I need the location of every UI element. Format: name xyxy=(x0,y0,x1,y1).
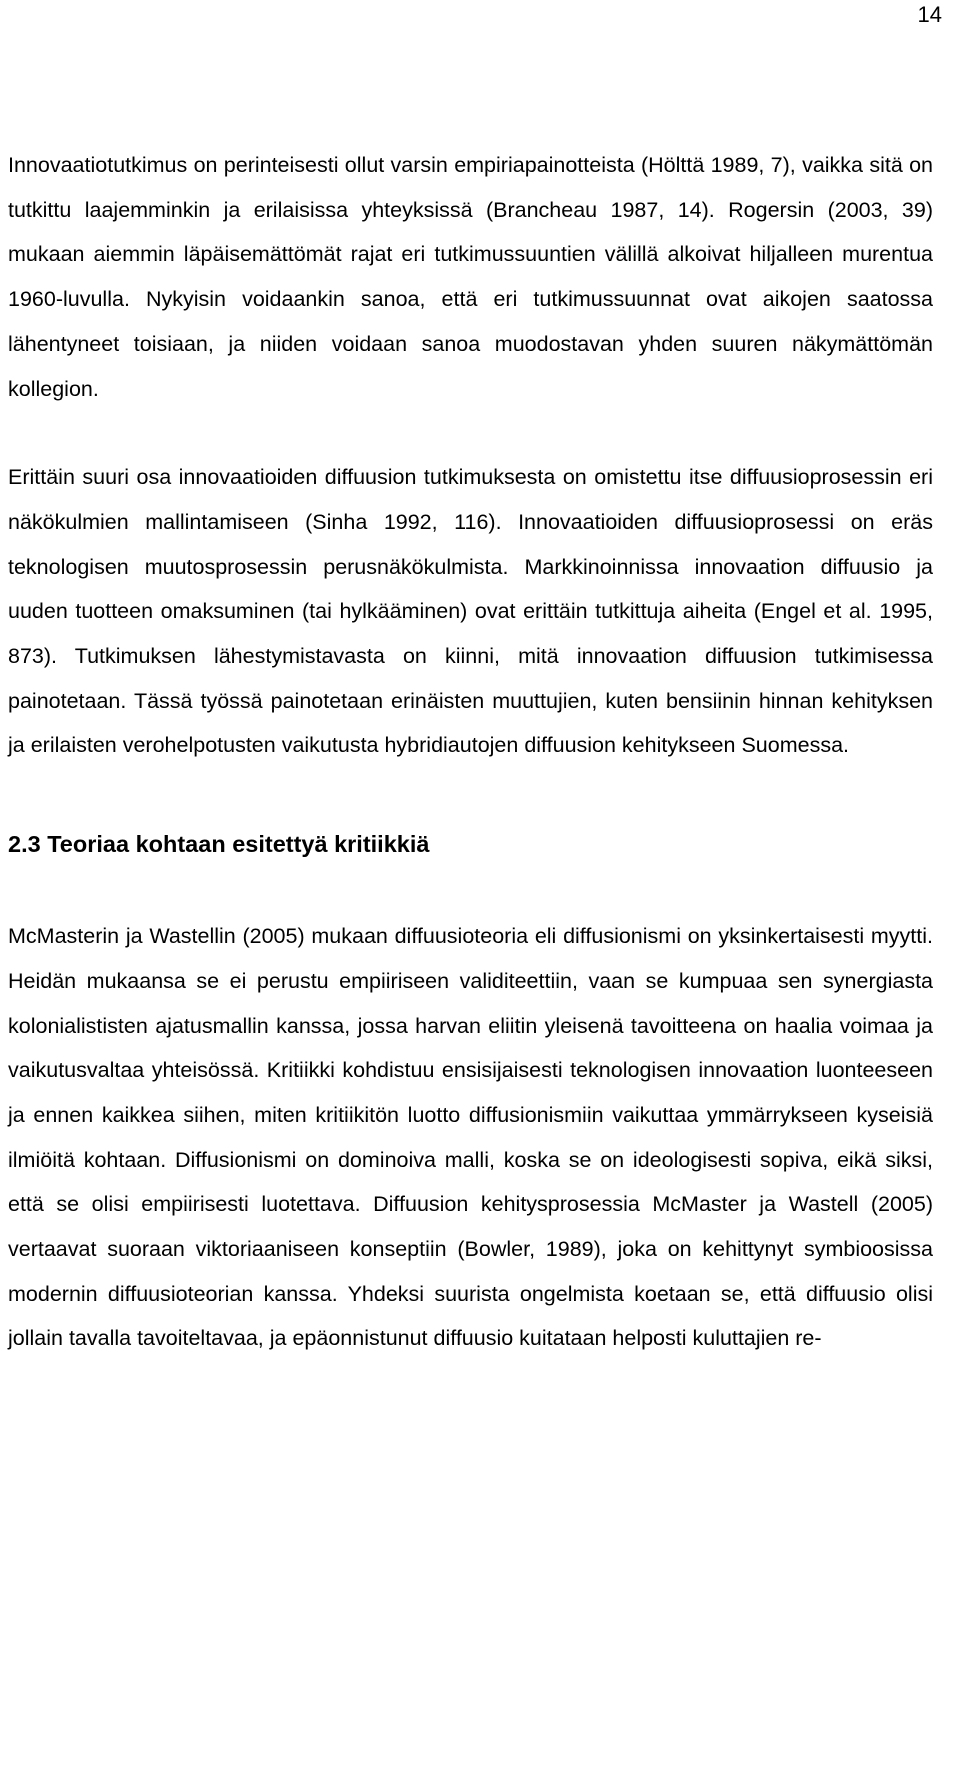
paragraph-1: Innovaatiotutkimus on perinteisesti ollut varsin empiriapainotteista (Hölttä 1989, 7), vaikka sitä on tutkittu laajemminkin ja erilaisissa yhteyksissä (Brancheau 1987, 14). Rogersin (2003, 39) mukaan aiemmin läpäisemättömät rajat eri tutkimussuuntien välillä alkoivat hiljalleen murentua 1960-luvulla. Nykyisin voidaankin sanoa, että eri tutkimussuunnat ovat aikojen saatossa lähentyneet toisiaan, ja niiden voidaan sanoa muodostavan yhden suuren näkymättömän kollegion. xyxy=(8,153,933,401)
paragraph-2: Erittäin suuri osa innovaatioiden diffuusion tutkimuksesta on omistettu itse diffuusioprosessin eri näkökulmien mallintamiseen (Sinha 1992, 116). Innovaatioiden diffuusioprosessi on eräs teknologisen muutosprosessin perusnäkökulmista. Markkinoinnissa innovaation diffuusio ja uuden tuotteen omaksuminen (tai hylkääminen) ovat erittäin tutkittuja aiheita (Engel et al. 1995, 873). Tutkimuksen lähestymistavasta on kiinni, mitä innovaation diffuusion tutkimisessa painotetaan. Tässä työssä painotetaan erinäisten muuttujien, kuten bensiinin hinnan kehityksen ja erilaisten verohelpotusten vaikutusta hybridiautojen diffuusion kehitykseen Suomessa. xyxy=(8,465,933,758)
document-body xyxy=(8,143,933,1361)
section-paragraph: McMasterin ja Wastellin (2005) mukaan diffuusioteoria eli diffusionismi on yksinkertaisesti myytti. Heidän mukaansa se ei perustu empiiriseen validiteettiin, vaan se kumpuaa sen synergiasta kolonialististen ajatusmallin kanssa, jossa harvan eliitin yleisenä tavoitteena on haalia voimaa ja vaikutusvaltaa yhteisössä. Kritiikki kohdistuu ensisijaisesti teknologisen innovaation luonteeseen ja ennen kaikkea siihen, miten kritiikitön luotto diffusionismiin vaikuttaa ymmärrykseen kyseisiä ilmiöitä kohtaan. Diffusionismi on dominoiva malli, koska se on ideologisesti sopiva, eikä siksi, että se olisi empiirisesti luotettava. Diffuusion kehitysprosessia McMaster ja Wastell (2005) vertaavat suoraan viktoriaaniseen konseptiin (Bowler, 1989), joka on kehittynyt symbioosissa modernin diffuusioteorian kanssa. Yhdeksi suurista ongelmista koetaan se, että diffuusio olisi jollain tavalla tavoiteltavaa, ja epäonnistunut diffuusio kuitataan helposti kuluttajien re- xyxy=(8,924,933,1351)
page-number: 14 xyxy=(917,2,942,27)
section-heading: 2.3 Teoriaa kohtaan esitettyä kritiikkiä xyxy=(8,831,430,858)
